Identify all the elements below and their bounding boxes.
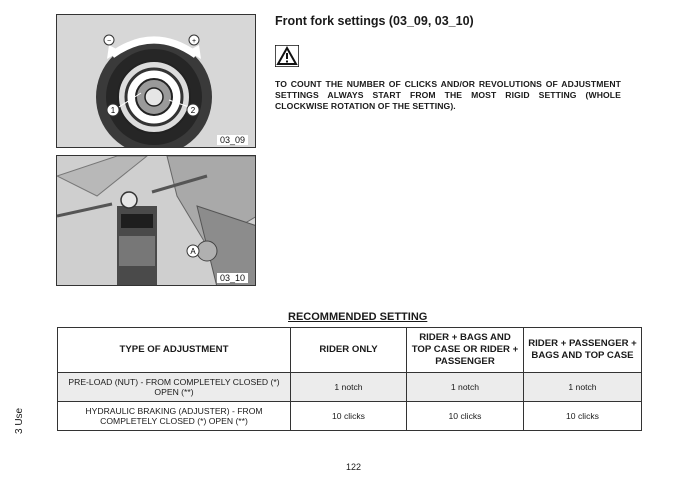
figure-03-09 (56, 14, 256, 148)
row-value: 1 notch (291, 373, 407, 402)
header-rider-bags-or-passenger: RIDER + BAGS AND TOP CASE OR RIDER + PASSENGER (407, 328, 524, 373)
svg-text:+: + (191, 38, 197, 45)
recommended-setting-table (57, 327, 642, 431)
callout-2-label: 2 (190, 106, 196, 115)
fork-overview-illustration (57, 156, 256, 286)
table-header-row (58, 328, 642, 373)
svg-text:−: − (106, 38, 112, 45)
row-value: 10 clicks (407, 402, 524, 431)
recommended-setting-title: RECOMMENDED SETTING (288, 311, 428, 323)
row-value: 10 clicks (291, 402, 407, 431)
row-adjustment-type: HYDRAULIC BRAKING (ADJUSTER) - FROM COMPLETELY CLOSED (*) OPEN (**) (58, 402, 291, 431)
page-number: 122 (346, 462, 362, 472)
header-type-of-adjustment: TYPE OF ADJUSTMENT (58, 328, 291, 373)
figure-label: 03_09 (217, 135, 248, 145)
figure-03-10 (56, 155, 256, 286)
section-title: Front fork settings (03_09, 03_10) (275, 14, 474, 28)
table-row (58, 373, 642, 402)
warning-triangle-icon (275, 45, 299, 67)
chapter-side-label: 3 Use (14, 407, 25, 434)
header-rider-only: RIDER ONLY (291, 328, 407, 373)
row-value: 1 notch (524, 373, 642, 402)
table-row (58, 402, 642, 431)
row-value: 1 notch (407, 373, 524, 402)
row-value: 10 clicks (524, 402, 642, 431)
figure-label: 03_10 (217, 273, 248, 283)
header-rider-passenger-bags: RIDER + PASSENGER + BAGS AND TOP CASE (524, 328, 642, 373)
callout-1-label: 1 (110, 106, 116, 115)
callout-a-label: A (190, 247, 196, 256)
row-adjustment-type: PRE-LOAD (NUT) - FROM COMPLETELY CLOSED (*) OPEN (**) (58, 373, 291, 402)
warning-text: TO COUNT THE NUMBER OF CLICKS AND/OR REVOLUTIONS OF ADJUSTMENT SETTINGS ALWAYS START FROM THE MOST RIGID SETTING (WHOLE CLOCKWISE ROTATION OF THE SETTING). (275, 79, 621, 111)
fork-adjuster-illustration (57, 15, 256, 148)
